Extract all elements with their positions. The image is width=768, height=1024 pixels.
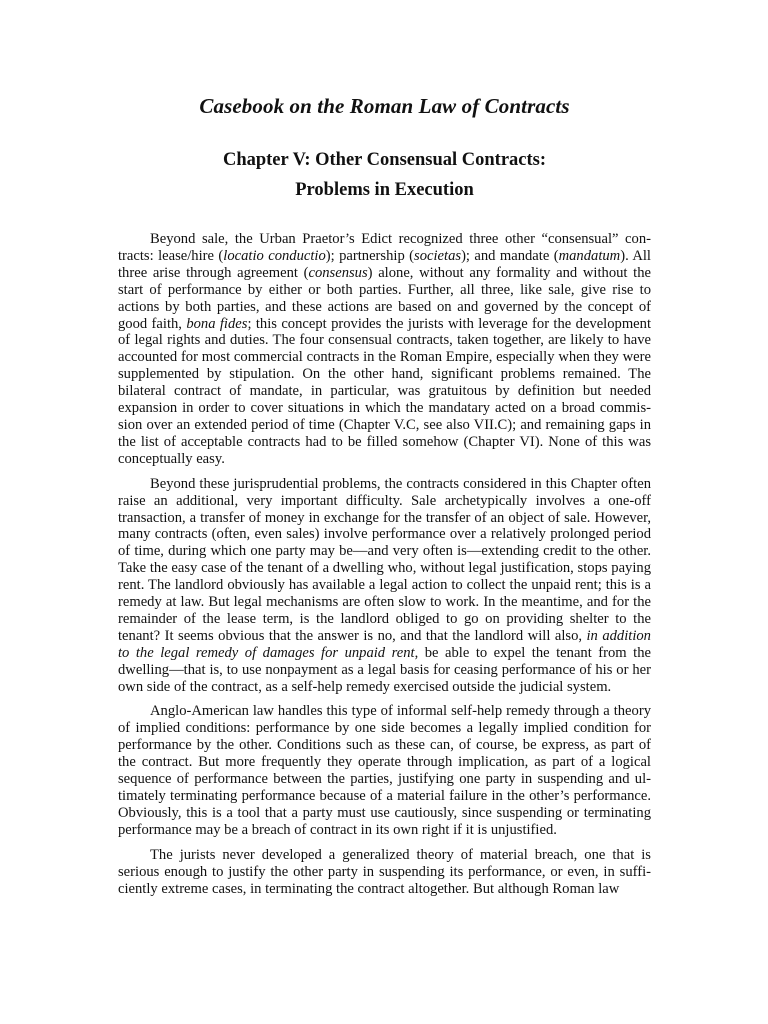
italic-term: in addition to the legal remedy of damages for unpaid rent [118,627,651,661]
italic-term: locatio conductio [223,247,326,264]
text-run: , be able to expel the tenant from the dwelling—that is, to use nonpayment as a legal basis for ceasing performance of his or her own side of the contract, as a self-help remedy exercised outside the judicial system. [118,644,651,695]
text-run: ). All three arise through agreement ( [118,247,651,281]
chapter-title-line1: Chapter V: Other Consensual Contracts: [222,150,547,170]
text-run: ); partnership ( [325,247,415,264]
text-run: Beyond these jurisprudential problems, the contracts considered in this Chapter often raise an additional, very important difficulty. Sale archetypically involves a one-off transaction, a transfer of money in exchange for the transfer of an object of sale. However, many contracts (often, even sales) involve performance over a relatively prolonged period of time, during which one party may be—and very often is—extending credit to the other. Take the easy case of the tenant of a dwelling who, without legal justification, stops paying rent. The landlord obviously has available a legal action to collect the unpaid rent; this is a remedy at law. But legal mechanisms are often slow to work. In the meantime, and for the remainder of the lease term, is the landlord obliged to go on providing shelter to the tenant? It seems obvious that the answer is no, and that the landlord will also, [118,475,651,644]
text-run: The jurists never developed a generalized theory of material breach, one that is serious enough to justify the other party in suspending its performance, or even, in sufficiently extreme cases, in terminating the contract altogether. But although Roman law [118,846,651,897]
chapter-title-line2: Problems in Execution [295,180,474,200]
paragraph-3 [118,703,651,838]
italic-term: consensus [308,264,368,281]
text-run: ; this concept provides the jurists with leverage for the development of legal rights and duties. The four consensual contracts, taken together, are likely to have accounted for most commercial contracts in the Roman Empire, especially when they were supplemented by stipulation. On the other hand, significant problems remained. The bilateral contract of mandate, in particular, was gratuitous by definition but needed expansion in order to cover situations in which the mandatary acted on a broad commission over an extended period of time (Chapter V.C, see also VII.C); and remaining gaps in the list of acceptable contracts had to be filled somehow (Chapter VI). None of this was conceptually easy. [118,315,651,467]
book-title: Casebook on the Roman Law of Contracts [199,94,570,118]
text-run: ) alone, without any formality and without the start of performance by either or both parties. Further, all three, like sale, give rise to actions by both parties, and these actions are based on and governed by the concept of good faith, [118,264,651,332]
body-text [118,231,651,897]
italic-term: societas [414,247,462,264]
chapter-title [118,145,651,205]
text-run: Anglo-American law handles this type of informal self-help remedy through a theory of implied conditions: performance by one side becomes a legally implied condition for performance by the other. Conditions such as these can, of course, be express, as part of the contract. But more frequently they operate through implication, as part of a logical sequence of performance between the parties, justifying one party in suspending and ultimately terminating performance because of a material failure in the other’s performance. Obviously, this is a tool that a party must use cautiously, since suspending or terminating performance may be a breach of contract in its own right if it is unjustified. [118,703,651,838]
italic-term: mandatum [558,247,621,264]
paragraph-4 [118,847,651,898]
text-run: ); and mandate ( [461,247,559,264]
paragraph-2 [118,476,651,696]
paragraph-1 [118,231,651,468]
text-run: Beyond sale, the Urban Praetor’s Edict recognized three other “consensual” contracts: lease/hire ( [118,231,651,264]
italic-term: bona fides [186,315,248,332]
